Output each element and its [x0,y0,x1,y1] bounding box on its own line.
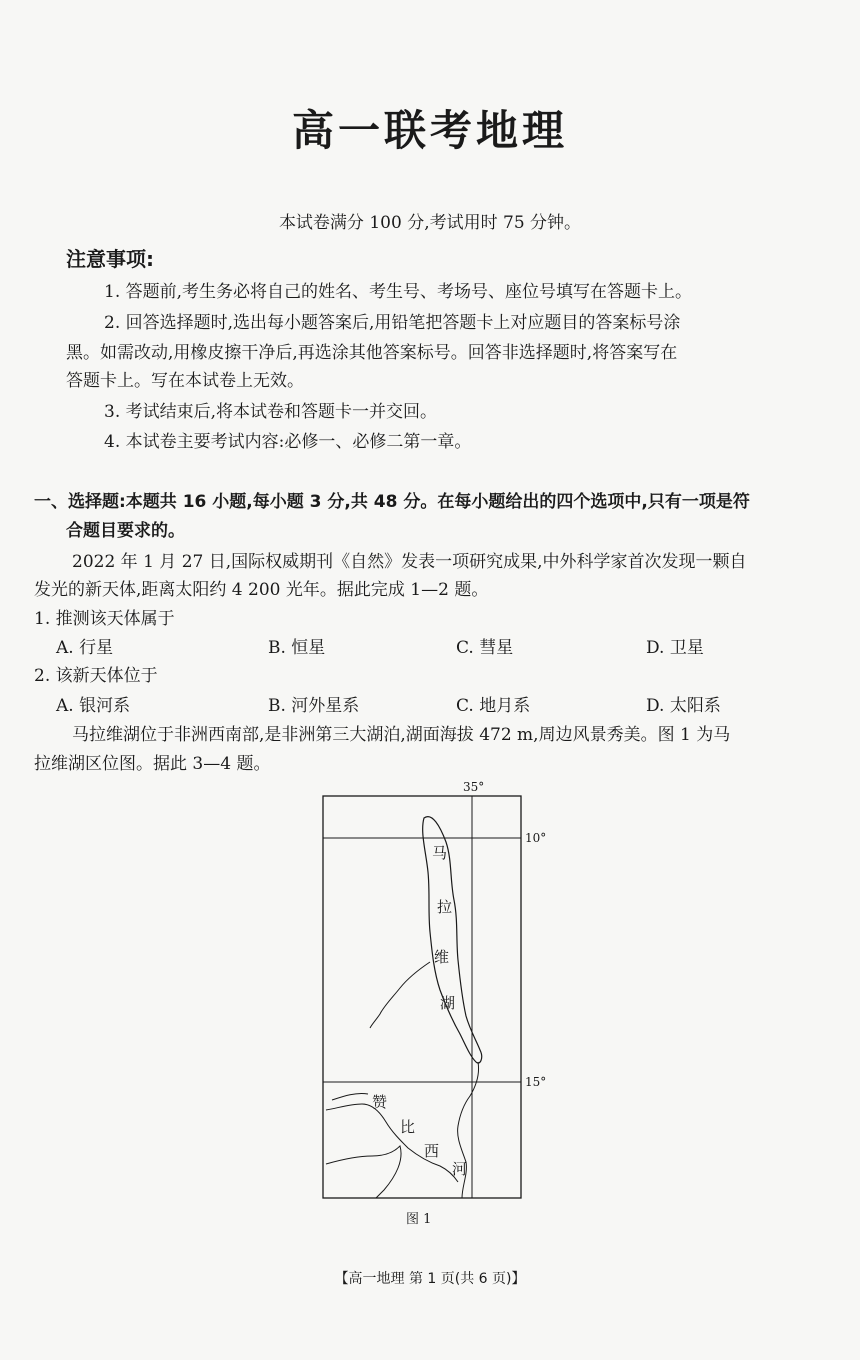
section-heading-a: 一、选择题:本题共 16 小题,每小题 3 分,共 48 分。在每小题给出的四个选项中,只有一项是符 [34,492,750,512]
passage-2-line-1: 马拉维湖位于非洲西南部,是非洲第三大湖泊,湖面海拔 472 m,周边风景秀美。图 1 为马 [72,725,731,745]
lake-label-char-3: 维 [434,948,450,966]
question-2-option-a: A. 银河系 [56,696,131,716]
notice-line-2b: 黑。如需改动,用橡皮擦干净后,再选涂其他答案标号。回答非选择题时,将答案写在 [66,343,678,363]
notice-line-2c: 答题卡上。写在本试卷上无效。 [66,371,304,391]
exam-info: 本试卷满分 100 分,考试用时 75 分钟。 [278,213,582,233]
passage-1-line-2: 发光的新天体,距离太阳约 4 200 光年。据此完成 1—2 题。 [34,580,489,600]
lon-label-35: 35° [463,780,485,794]
section-heading-b: 合题目要求的。 [66,521,185,541]
notice-line-4: 4. 本试卷主要考试内容:必修一、必修二第一章。 [104,432,472,452]
notice-heading: 注意事项: [66,247,154,271]
question-2-option-c: C. 地月系 [456,696,531,716]
question-2-option-b: B. 河外星系 [268,696,360,716]
page-footer: 【高一地理 第 1 页(共 6 页)】 [334,1271,526,1287]
question-2-stem: 2. 该新天体位于 [34,666,158,686]
river-label-char-4: 河 [452,1160,468,1178]
question-2-option-d: D. 太阳系 [646,696,721,716]
notice-line-1: 1. 答题前,考生务必将自己的姓名、考生号、考场号、座位号填写在答题卡上。 [104,282,693,302]
question-1-option-c: C. 彗星 [456,638,514,658]
zambezi-tributary-north [332,1093,368,1100]
lake-label-char-1: 马 [432,844,448,862]
page-title: 高一联考地理 [291,106,568,155]
figure-caption: 图 1 [406,1212,432,1227]
river-label-char-2: 比 [400,1118,416,1136]
question-1-option-b: B. 恒星 [268,638,326,658]
notice-line-2a: 2. 回答选择题时,选出每小题答案后,用铅笔把答题卡上对应题目的答案标号涂 [104,313,681,333]
passage-1-line-1: 2022 年 1 月 27 日,国际权威期刊《自然》发表一项研究成果,中外科学家首次发现一颗自 [72,552,747,572]
lat-label-15: 15° [525,1075,547,1089]
river-west [370,962,430,1028]
map-frame [323,796,521,1198]
lake-label-char-2: 拉 [437,898,453,916]
notice-line-3: 3. 考试结束后,将本试卷和答题卡一并交回。 [104,402,438,422]
question-1-option-d: D. 卫星 [646,638,704,658]
question-1-stem: 1. 推测该天体属于 [34,609,175,629]
lake-label-char-4: 湖 [440,994,456,1012]
malawi-lake-map [300,770,570,1230]
river-label-char-3: 西 [424,1142,440,1160]
passage-2-line-2: 拉维湖区位图。据此 3—4 题。 [34,754,271,774]
river-label-char-1: 赞 [372,1093,388,1111]
lat-label-10: 10° [525,831,547,845]
zambezi-tributary-south [326,1146,401,1198]
question-1-option-a: A. 行星 [56,638,114,658]
